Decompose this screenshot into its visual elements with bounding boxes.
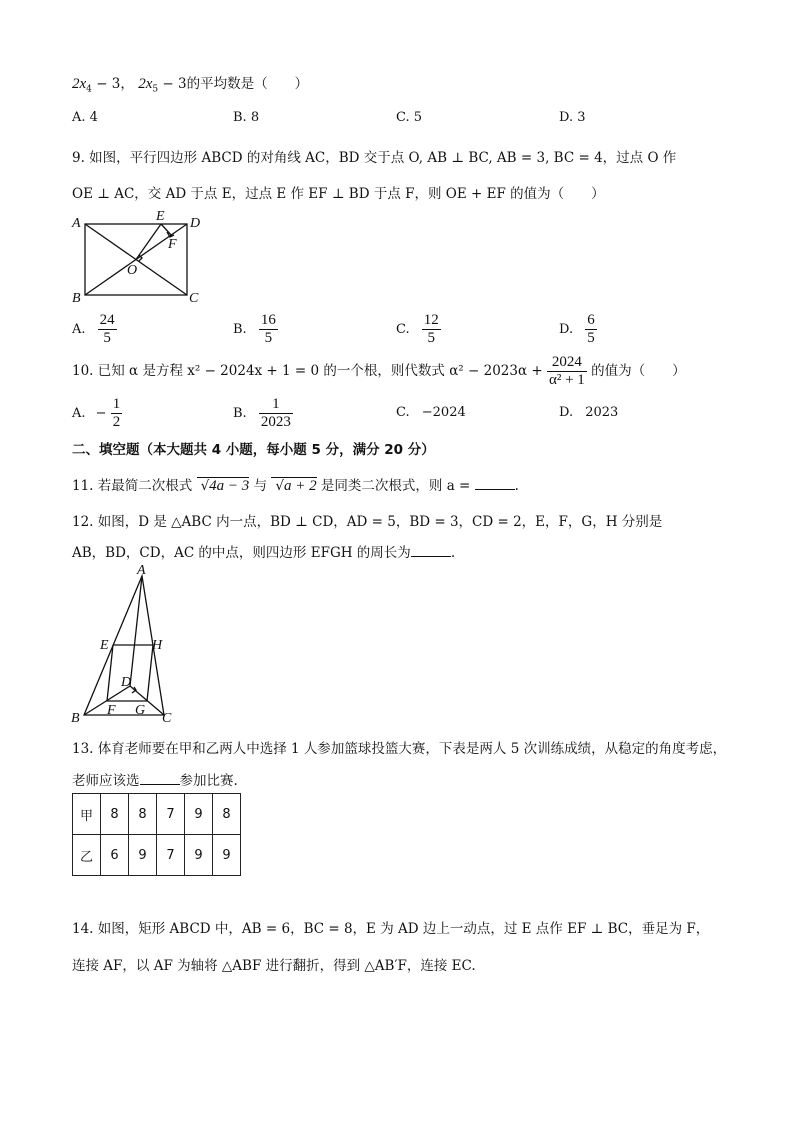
q13-answer-blank[interactable] [140, 772, 180, 785]
q12-line1: 12. 如图，D 是 △ABC 内一点，BD ⊥ CD，AD = 5，BD = 3，CD = 2，E，F，G，H 分别是 [72, 514, 663, 530]
q9-figure [68, 210, 208, 308]
q10-option-d: D. 2023 [559, 405, 619, 420]
q12-label-c: C [162, 711, 172, 726]
table-cell: 6 [101, 835, 129, 876]
q9-label-d: D [190, 216, 201, 231]
table-cell: 9 [213, 835, 241, 876]
q12-line2: AB，BD，CD，AC 的中点，则四边形 EFGH 的周长为 . [72, 545, 456, 561]
q8-option-c: C. 5 [396, 110, 423, 125]
q10-option-b: B. $\frac{1}{2023}$ [233, 396, 291, 430]
q10-option-a: A. − $\frac{1}{2}$ [72, 396, 121, 430]
table-cell: 7 [157, 794, 185, 835]
q8-tail: $2x_4 - 3$， $2x_5 - 3$的平均数是（ ） [72, 76, 309, 95]
q9-line1: 9. 如图，平行四边形 ABCD 的对角线 AC，BD 交于点 O, AB ⊥ BC, AB = 3, BC = 4，过点 O 作 [72, 150, 677, 166]
q9-option-a: A. $\frac{24}{5}$ [72, 312, 115, 346]
table-cell: 8 [129, 794, 157, 835]
table-cell: 9 [185, 794, 213, 835]
row-name-jia: 甲 [73, 794, 101, 835]
q9-option-d: D. $\frac{6}{5}$ [559, 312, 595, 346]
q10-option-c: C. −2024 [396, 405, 466, 420]
q9-option-b: B. $\frac{16}{5}$ [233, 312, 276, 346]
q12-label-b: B [71, 711, 80, 726]
q13-score-table [72, 793, 241, 876]
q9-label-c: C [189, 291, 199, 306]
q12-label-g: G [135, 703, 146, 718]
radical-2: √a + 2 [271, 477, 316, 494]
q9-label-b: B [72, 291, 81, 306]
q9-line2: OE ⊥ AC，交 AD 于点 E，过点 E 作 EF ⊥ BD 于点 F，则 OE + EF 的值为（ ） [72, 186, 605, 202]
table-cell: 7 [157, 835, 185, 876]
table-cell: 8 [101, 794, 129, 835]
q13-line2: 老师应该选 参加比赛. [72, 773, 238, 789]
table-row [73, 835, 241, 876]
row-name-yi: 乙 [73, 835, 101, 876]
q12-label-d: D [121, 675, 132, 690]
q8-option-b: B. 8 [233, 110, 260, 125]
q12-label-f: F [107, 703, 116, 718]
section-2-heading: 二、填空题（本大题共 4 小题，每小题 5 分，满分 20 分） [72, 442, 435, 458]
q9-option-c: C. $\frac{12}{5}$ [396, 312, 439, 346]
q11-stem: 11. 若最简二次根式 √4a − 3 与 √a + 2 是同类二次根式，则 a = . [72, 478, 519, 494]
q12-label-h: H [152, 638, 163, 653]
table-cell: 8 [213, 794, 241, 835]
q9-label-o: O [127, 263, 138, 278]
q13-line1: 13. 体育老师要在甲和乙两人中选择 1 人参加篮球投篮大赛，下表是两人 5 次训练成绩，从稳定的角度考虑， [72, 741, 727, 757]
q12-figure [68, 562, 188, 728]
q9-label-e: E [156, 210, 165, 224]
q9-label-a: A [72, 216, 81, 231]
q10-stem: 10. 已知 α 是方程 x² − 2024x + 1 = 0 的一个根，则代数式 α² − 2023α + $\frac{2024}{\text{α² + 1}}$ 的值为（ ） [72, 354, 686, 388]
radical-1: √4a − 3 [197, 477, 250, 494]
q12-label-e: E [100, 638, 109, 653]
q9-label-f: F [168, 237, 177, 252]
table-row [73, 794, 241, 835]
q8-option-d: D. 3 [559, 110, 586, 125]
q11-answer-blank[interactable] [475, 477, 515, 490]
q12-label-a: A [137, 563, 146, 578]
q12-answer-blank[interactable] [411, 544, 451, 557]
q14-line1: 14. 如图，矩形 ABCD 中，AB = 6，BC = 8，E 为 AD 边上一动点，过 E 点作 EF ⊥ BC，垂足为 F， [72, 921, 710, 937]
table-cell: 9 [185, 835, 213, 876]
q14-line2: 连接 AF，以 AF 为轴将 △ABF 进行翻折，得到 △AB′F，连接 EC. [72, 958, 476, 974]
table-cell: 9 [129, 835, 157, 876]
q8-option-a: A. 4 [72, 110, 98, 125]
